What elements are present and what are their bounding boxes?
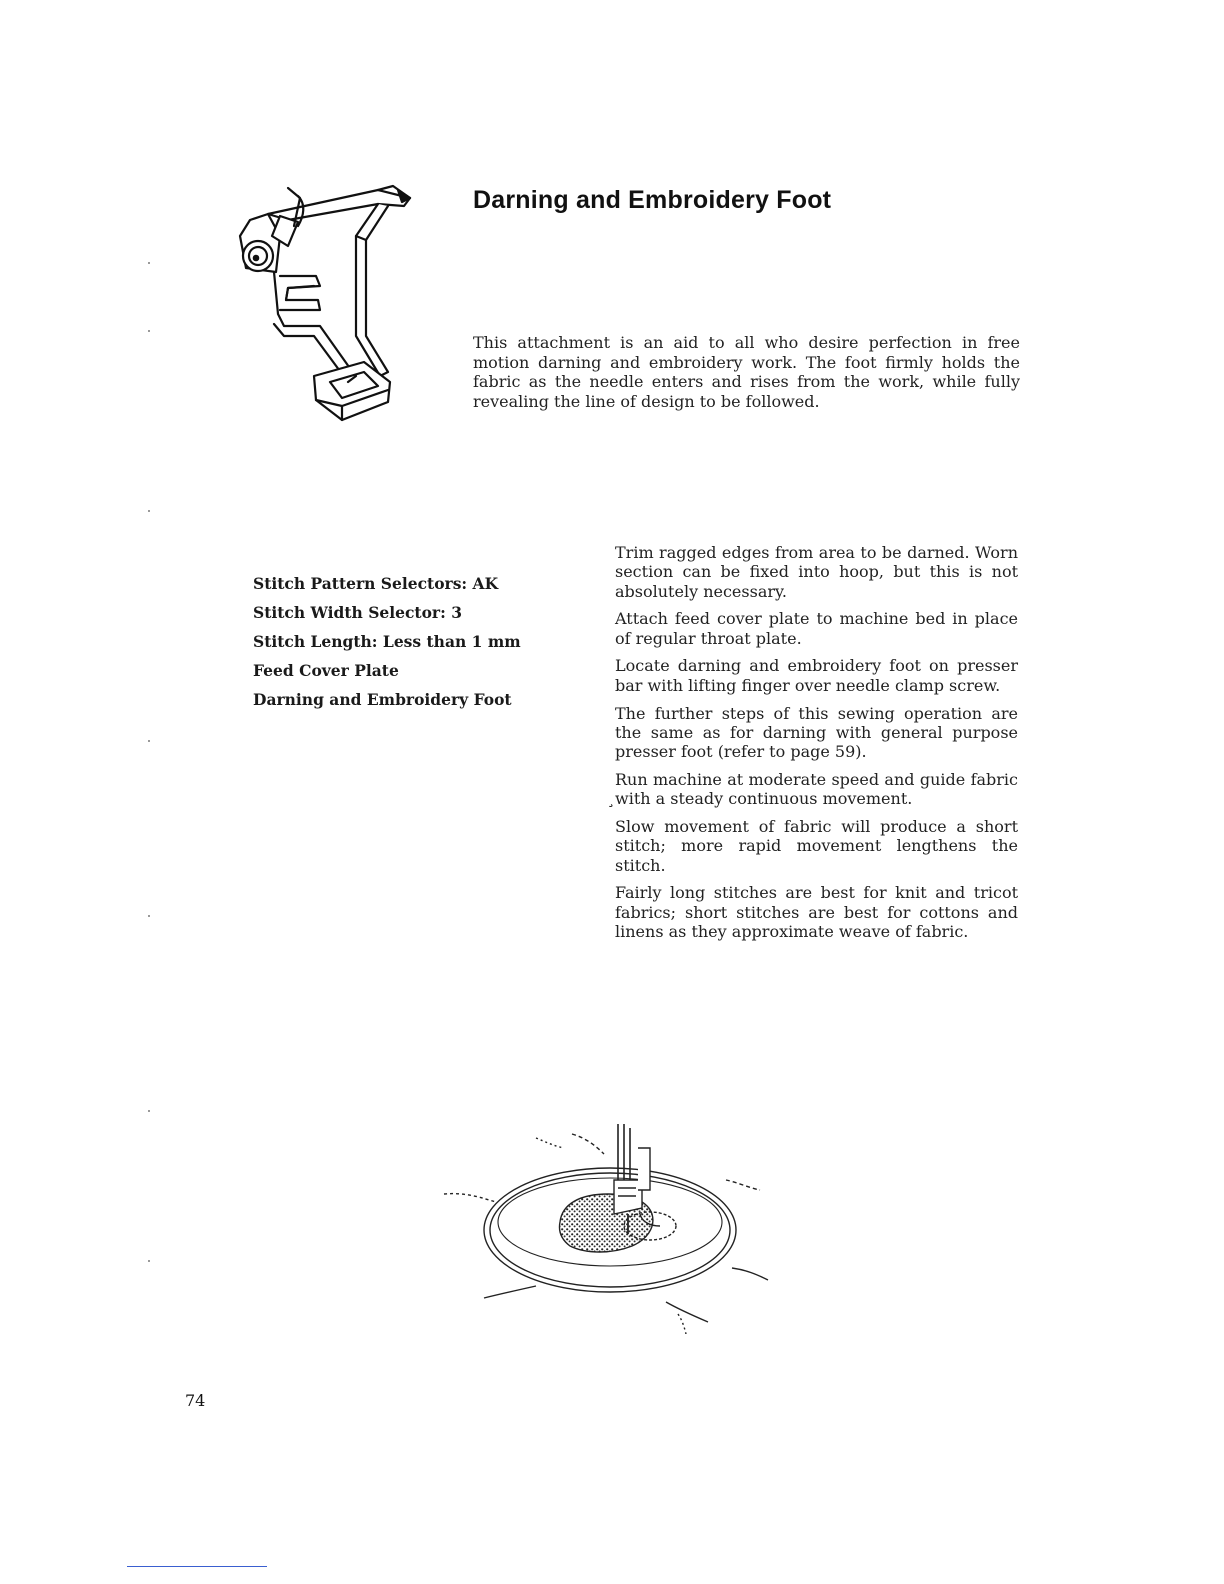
- page-number: 74: [185, 1391, 206, 1410]
- instruction-paragraph: Slow movement of fabric will produce a short stitch; more rapid movement lengthens the stitch.: [615, 817, 1018, 875]
- settings-list: [253, 573, 521, 718]
- scan-speck: [148, 915, 150, 917]
- instruction-paragraph: The further steps of this sewing operation are the same as for darning with general purpose presser foot (refer to page 59).: [615, 703, 1018, 762]
- scan-speck: [148, 1110, 150, 1112]
- instruction-paragraph: Fairly long stitches are best for knit and tricot fabrics; short stitches are best for cottons and linens as they approximate weave of fabric.: [615, 883, 1018, 942]
- scan-speck: [148, 262, 150, 264]
- instruction-paragraph: Locate darning and embroidery foot on presser bar with lifting finger over needle clamp screw.: [615, 656, 1018, 695]
- intro-paragraph: This attachment is an aid to all who desire perfection in free motion darning and embroidery work. The foot firmly holds the fabric as the needle enters and rises from the work, while fully revealing the line of design to be followed.: [473, 333, 1020, 411]
- scan-speck: [148, 510, 150, 512]
- scan-speck: [148, 330, 150, 332]
- scan-speck: [148, 740, 150, 742]
- scan-speck: [148, 1260, 150, 1262]
- instruction-paragraph: Attach feed cover plate to machine bed in place of regular throat plate.: [615, 609, 1018, 648]
- instruction-paragraph: Run machine at moderate speed and guide fabric ̧with a steady continuous movement.: [615, 769, 1018, 809]
- setting-feed-cover-plate: Feed Cover Plate: [253, 661, 399, 680]
- darning-foot-illustration: [228, 176, 418, 426]
- page-title: Darning and Embroidery Foot: [473, 186, 832, 214]
- hoop-darning-illustration: [436, 1118, 780, 1334]
- instruction-paragraph: Trim ragged edges from area to be darned. Worn section can be fixed into hoop, but this is not absolutely necessary.: [615, 543, 1018, 601]
- setting-stitch-pattern: Stitch Pattern Selectors: AK: [253, 574, 499, 593]
- footer-rule: [127, 1566, 267, 1567]
- setting-stitch-length: Stitch Length: Less than 1 mm: [253, 632, 521, 651]
- instructions: [615, 543, 1018, 950]
- setting-stitch-width: Stitch Width Selector: 3: [253, 603, 463, 622]
- setting-foot: Darning and Embroidery Foot: [253, 690, 512, 709]
